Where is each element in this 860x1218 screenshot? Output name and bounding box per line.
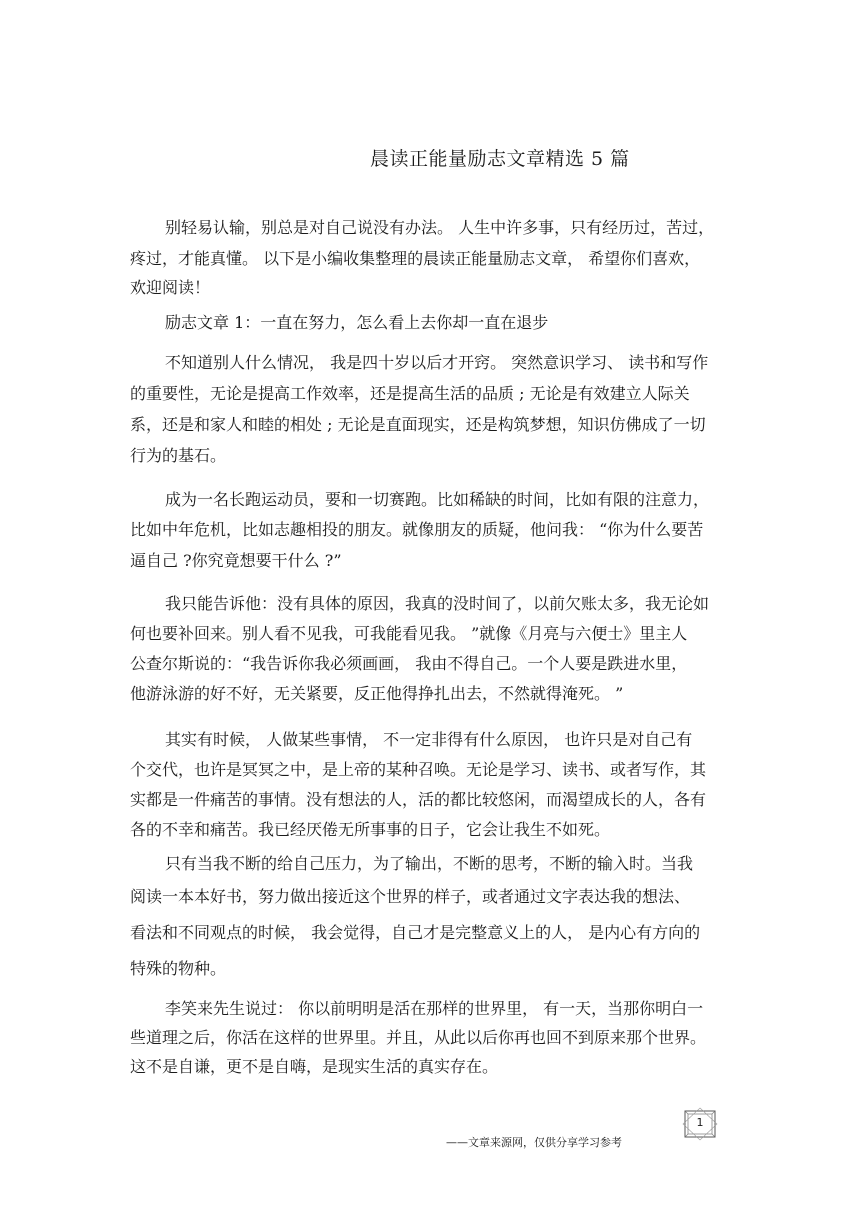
page-title: 晨读正能量励志文章精选 5 篇 xyxy=(370,148,630,170)
body-line: 李笑来先生说过： 你以前明明是活在那样的世界里， 有一天，当那你明白一 xyxy=(165,999,704,1018)
body-line: 个交代，也许是冥冥之中，是上帝的某种召唤。无论是学习、读书、或者写作，其 xyxy=(130,760,707,779)
body-line: 些道理之后，你活在这样的世界里。并且，从此以后你再也回不到原来那个世界。 xyxy=(130,1028,707,1047)
body-line: 行为的基石。 xyxy=(130,446,227,465)
body-line: 系，还是和家人和睦的相处 ; 无论是直面现实，还是构筑梦想，知识仿佛成了一切 xyxy=(130,415,706,434)
section-heading: 励志文章 1：一直在努力，怎么看上去你却一直在退步 xyxy=(165,313,549,332)
page-number: 1 xyxy=(696,1116,704,1129)
body-line: 各的不幸和痛苦。我已经厌倦无所事事的日子，它会让我生不如死。 xyxy=(130,820,611,839)
body-line: 不知道别人什么情况， 我是四十岁以后才开窍。 突然意识学习、 读书和写作 xyxy=(165,353,709,372)
body-line: 只有当我不断的给自己压力，为了输出，不断的思考，不断的输入时。当我 xyxy=(165,854,694,873)
body-line: 逼自己 ?你究竟想要干什么 ?” xyxy=(130,551,342,570)
body-line: 疼过，才能真懂。 以下是小编收集整理的晨读正能量励志文章， 希望你们喜欢， xyxy=(130,249,701,268)
body-line: 特殊的物种。 xyxy=(130,959,227,978)
body-line: 我只能告诉他：没有具体的原因，我真的没时间了，以前欠账太多，我无论如 xyxy=(165,594,710,613)
body-line: 比如中年危机，比如志趣相投的朋友。就像朋友的质疑，他问我： “你为什么要苦 xyxy=(130,520,704,539)
body-line: 看法和不同观点的时候， 我会觉得，自己才是完整意义上的人， 是内心有方向的 xyxy=(130,923,701,942)
page-number-badge xyxy=(681,1107,719,1141)
body-line: 他游泳游的好不好，无关紧要，反正他得挣扎出去，不然就得淹死。 ” xyxy=(130,684,624,703)
body-line: 实都是一件痛苦的事情。没有想法的人，活的都比较悠闲，而渴望成长的人，各有 xyxy=(130,790,707,809)
body-line: 其实有时候， 人做某些事情， 不一定非得有什么原因， 也许只是对自己有 xyxy=(165,730,693,749)
body-line: 成为一名长跑运动员，要和一切赛跑。比如稀缺的时间，比如有限的注意力， xyxy=(165,490,710,509)
body-line: 欢迎阅读！ xyxy=(130,278,211,297)
body-line: 公查尔斯说的：“我告诉你我必须画画， 我由不得自己。一个人要是跌进水里， xyxy=(130,654,688,673)
body-line: 何也要补回来。别人看不见我，可我能看见我。 ”就像《月亮与六便士》里主人 xyxy=(130,624,688,643)
footer-note: ——文章来源网，仅供分享学习参考 xyxy=(446,1136,622,1149)
body-line: 的重要性，无论是提高工作效率，还是提高生活的品质 ; 无论是有效建立人际关 xyxy=(130,384,690,403)
body-line: 别轻易认输，别总是对自己说没有办法。 人生中许多事，只有经历过，苦过， xyxy=(165,218,715,237)
body-line: 这不是自谦，更不是自嗨，是现实生活的真实存在。 xyxy=(130,1057,499,1076)
body-line: 阅读一本本好书，努力做出接近这个世界的样子，或者通过文字表达我的想法、 xyxy=(130,887,691,906)
